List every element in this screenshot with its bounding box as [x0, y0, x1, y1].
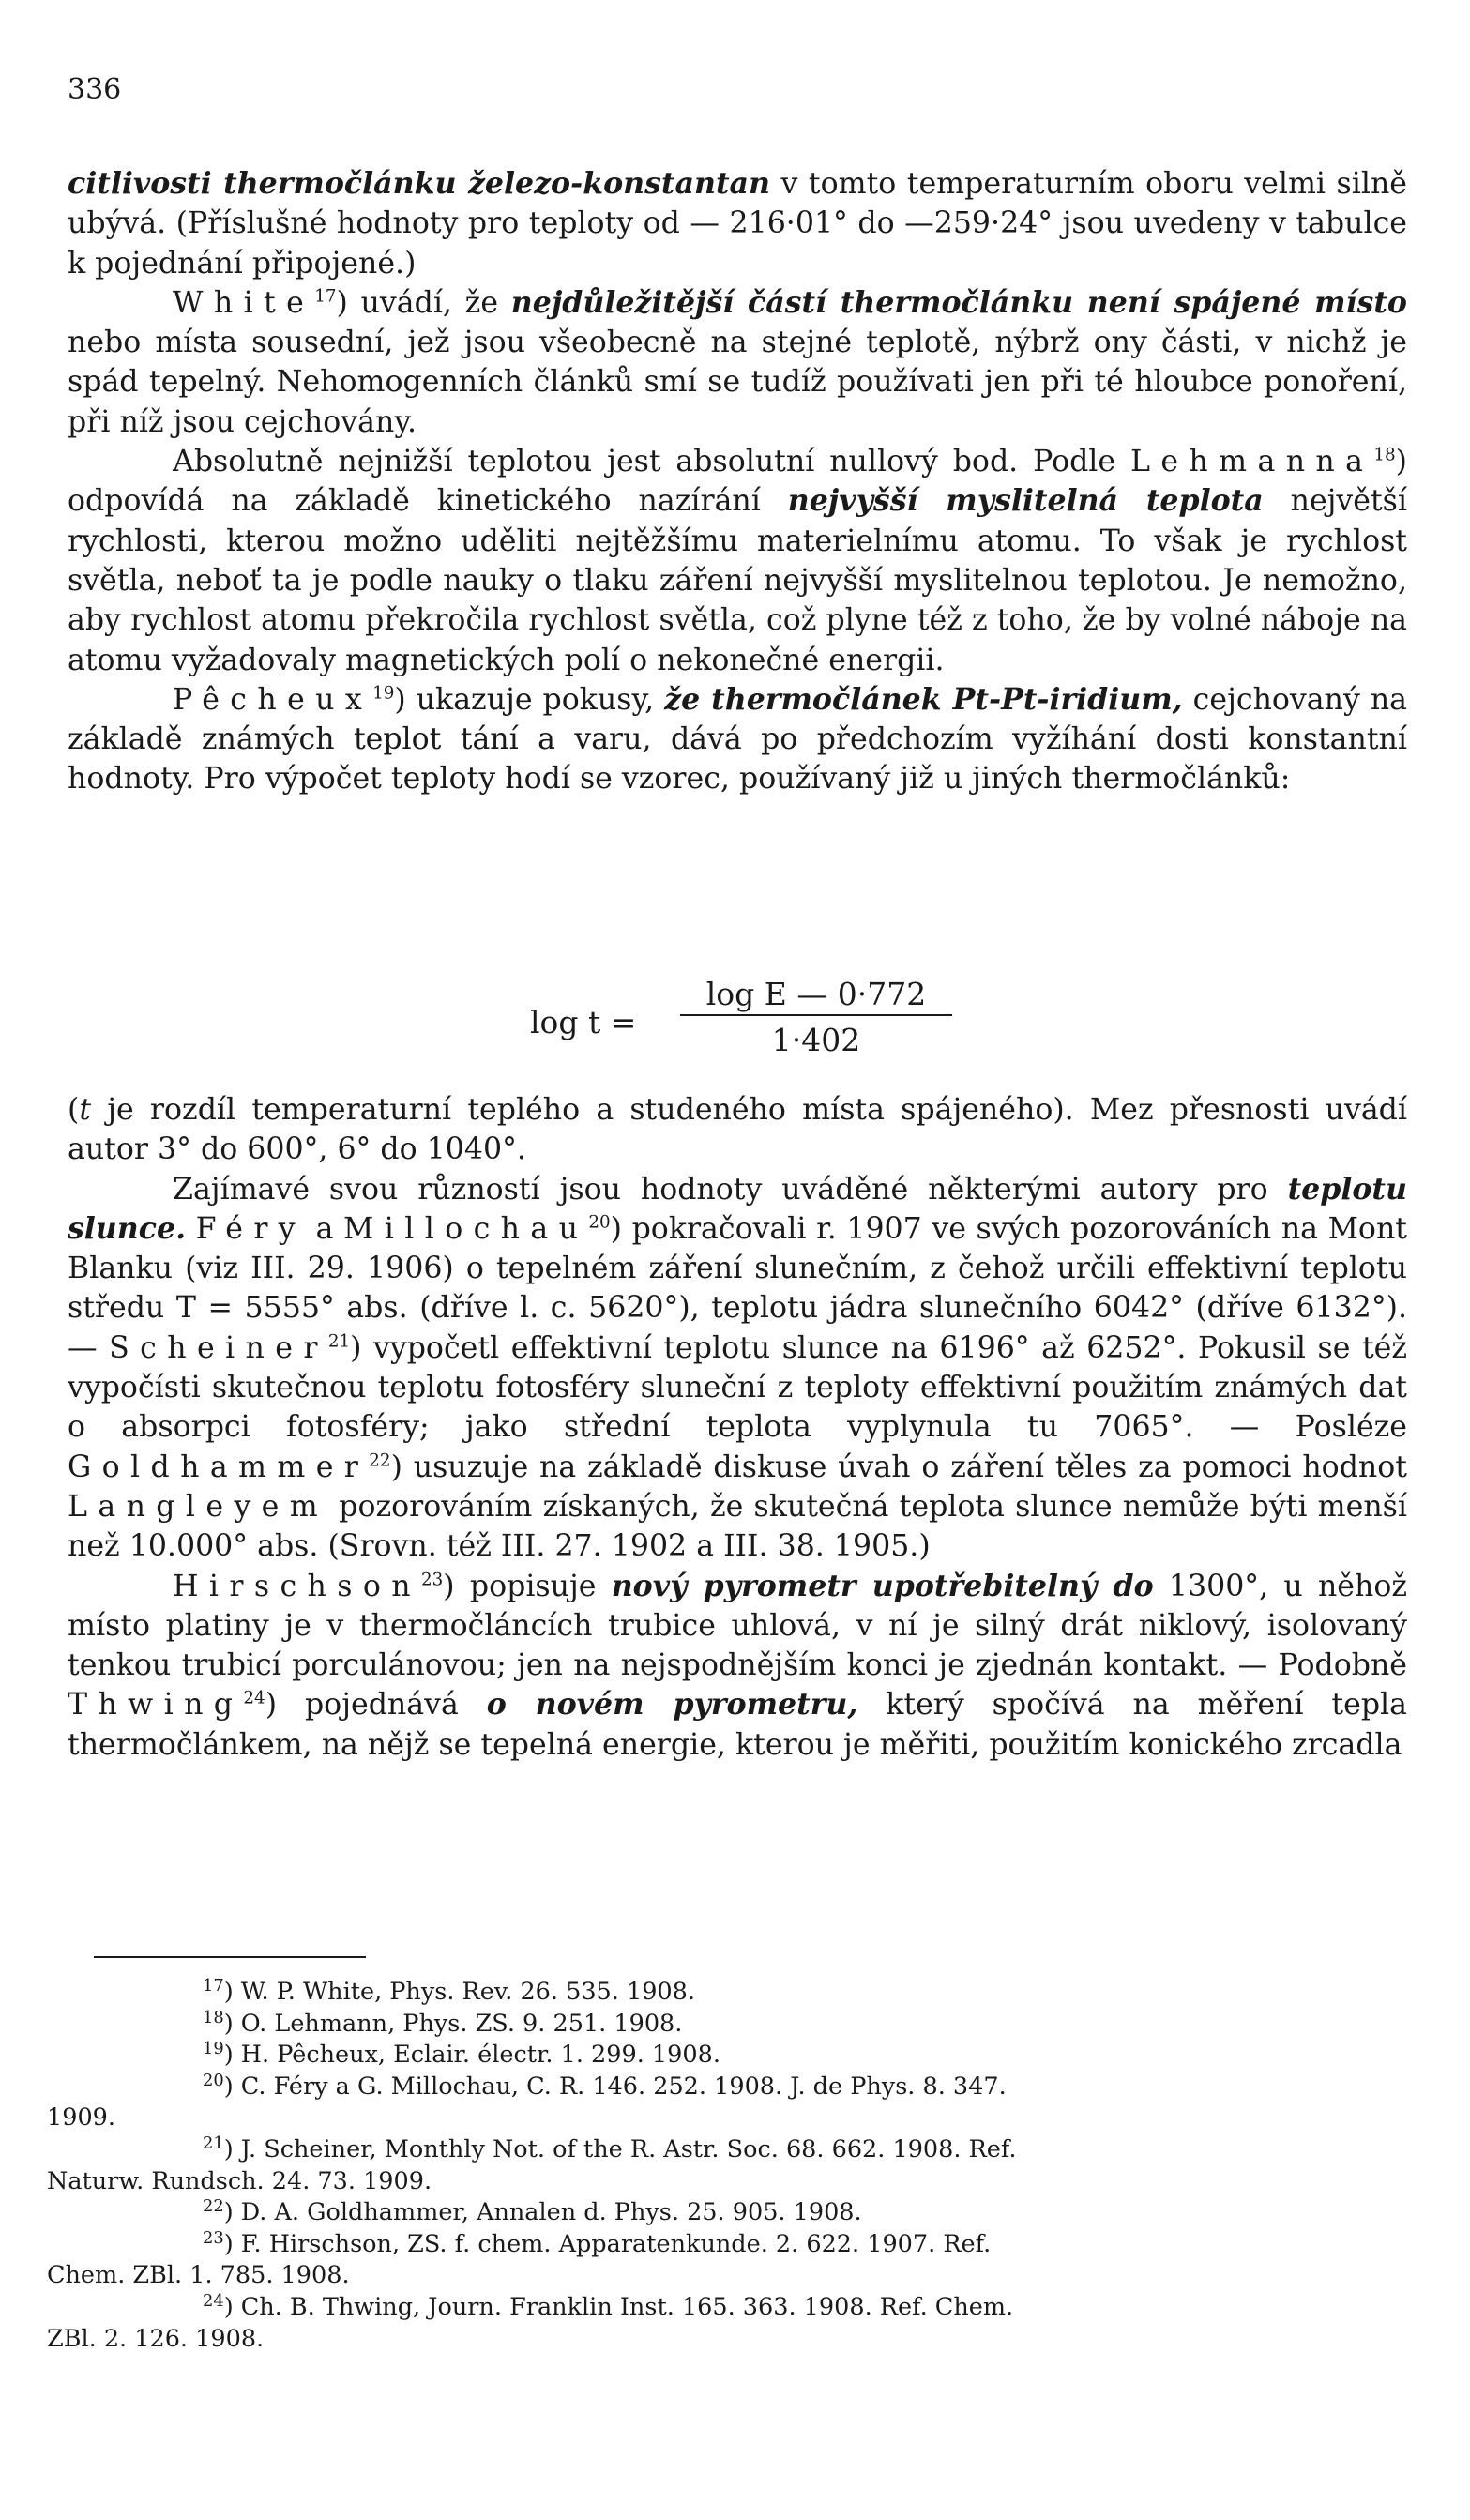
fraction-bar	[680, 1014, 952, 1016]
footnote-21-continued: Naturw. Rundsch. 24. 73. 1909.	[47, 2166, 432, 2195]
paragraph-2: White$^{17}$) uvádí, že nejdůležitější částí thermočlánku není spájené místo nebo místa sousední, jež jsou všeobecně na stejné teplotě, nýbrž ony části, v nichž je spád tepelný. Nehomogenních článků smí se tudíž používati jen při té hloubce ponoření, při níž jsou cejchovány.	[68, 284, 1407, 439]
formula-denominator: 1·402	[771, 1022, 861, 1058]
paragraph-4: Pêcheux$^{19}$) ukazuje pokusy, že thermočlánek Pt-Pt-iridium, cejchovaný na základě známých teplot tání a varu, dává po předchozím vyžíhání dosti konstantní hodnoty. Pro výpočet teploty hodí se vzorec, používaný již u jiných thermočlánků:	[68, 681, 1407, 797]
footnote-22: $^{22}$) D. A. Goldhammer, Annalen d. Phys. 25. 905. 1908.	[203, 2196, 862, 2227]
formula-fraction	[680, 976, 952, 1058]
body-text-lower	[68, 1090, 1407, 1765]
footnote-23-continued: Chem. ZBl. 1. 785. 1908.	[47, 2261, 350, 2290]
footnote-20: $^{20}$) C. Féry a G. Millochau, C. R. 146. 252. 1908. J. de Phys. 8. 347.	[203, 2070, 1007, 2101]
formula-numerator: log E — 0·772	[705, 976, 927, 1012]
footnote-23: $^{23}$) F. Hirschson, ZS. f. chem. Apparatenkunde. 2. 622. 1907. Ref.	[203, 2227, 992, 2258]
footnote-18: $^{18}$) O. Lehmann, Phys. ZS. 9. 251. 1908.	[203, 2007, 683, 2038]
paragraph-6: Zajímavé svou růzností jsou hodnoty uváděné některými autory pro teplotu slunce. Féry a Millochau$^{20}$) pokračovali r. 1907 ve svých pozorováních na Mont Blanku (viz III. 29. 1906) o tepelném záření slunečním, z čehož určili effektivní teplotu středu T = 5555° abs. (dříve l. c. 5620°), teplotu jádra slunečního 6042° (dříve 6132°). — Scheiner$^{21}$) vypočetl effektivní teplotu slunce na 6196° až 6252°. Pokusil se též vypočísti skutečnou teplotu fotosféry sluneční z teploty effektivní použitím známých dat o absorpci fotosféry; jako střední teplota vyplynula tu 7065°. — Posléze Goldhammer$^{22}$) usuzuje na základě diskuse úvah o záření těles za pomoci hodnot Langleyem pozorováním získaných, že skutečná teplota slunce nemůže býti menší než 10.000° abs. (Srovn. též III. 27. 1902 a III. 38. 1905.)	[68, 1171, 1408, 1564]
formula-lhs: log t =	[530, 1004, 637, 1040]
paragraph-7: Hirschson$^{23}$) popisuje nový pyrometr upotřebitelný do 1300°, u něhož místo platiny je v thermočláncích trubice uhlová, v ní je silný drát niklový, isolovaný tenkou trubicí porculánovou; jen na nejspodnějším konci je zjednán kontakt. — Podobně Thwing$^{24}$) pojednává o novém pyrometru, který spočívá na měření tepla thermočlánkem, na nějž se tepelná energie, kterou je měřiti, použitím konického zrcadla	[68, 1568, 1407, 1762]
footnote-separator	[94, 1956, 366, 1958]
footnote-24: $^{24}$) Ch. B. Thwing, Journ. Franklin Inst. 165. 363. 1908. Ref. Chem.	[203, 2291, 1014, 2321]
body-text-upper	[68, 164, 1407, 799]
paragraph-1: citlivosti thermočlánku železo-konstantan v tomto temperaturním oboru velmi silně ubývá. (Příslušné hodnoty pro teploty od — 216·01° do —259·24° jsou uvedeny v tabulce k pojednání připojené.)	[68, 166, 1407, 281]
footnote-17: $^{17}$) W. P. White, Phys. Rev. 26. 535. 1908.	[203, 1976, 695, 2006]
footnote-21: $^{21}$) J. Scheiner, Monthly Not. of the R. Astr. Soc. 68. 662. 1908. Ref.	[203, 2133, 1017, 2163]
footnote-19: $^{19}$) H. Pêcheux, Eclair. électr. 1. 299. 1908.	[203, 2039, 720, 2070]
footnote-24-continued: ZBl. 2. 126. 1908.	[47, 2324, 265, 2353]
paragraph-5: (t je rozdíl temperaturní teplého a studeného místa spájeného). Mez přesnosti uvádí autor 3° do 600°, 6° do 1040°.	[68, 1093, 1407, 1167]
paragraph-3: Absolutně nejnižší teplotou jest absolutní nullový bod. Podle Lehmanna$^{18}$) odpovídá na základě kinetického nazírání nejvyšší myslitelná teplota největší rychlosti, kterou možno uděliti nejtěžšímu materielnímu atomu. To však je rychlost světla, neboť ta je podle nauky o tlaku záření nejvyšší myslitelnou teplotou. Je nemožno, aby rychlost atomu překročila rychlost světla, což plyne též z toho, že by volné náboje na atomu vyžadovaly magnetických polí o nekonečné energii.	[68, 445, 1407, 677]
page-number: 336	[68, 73, 122, 106]
footnotes	[47, 1977, 1405, 2355]
footnote-20-continued: 1909.	[47, 2103, 116, 2133]
